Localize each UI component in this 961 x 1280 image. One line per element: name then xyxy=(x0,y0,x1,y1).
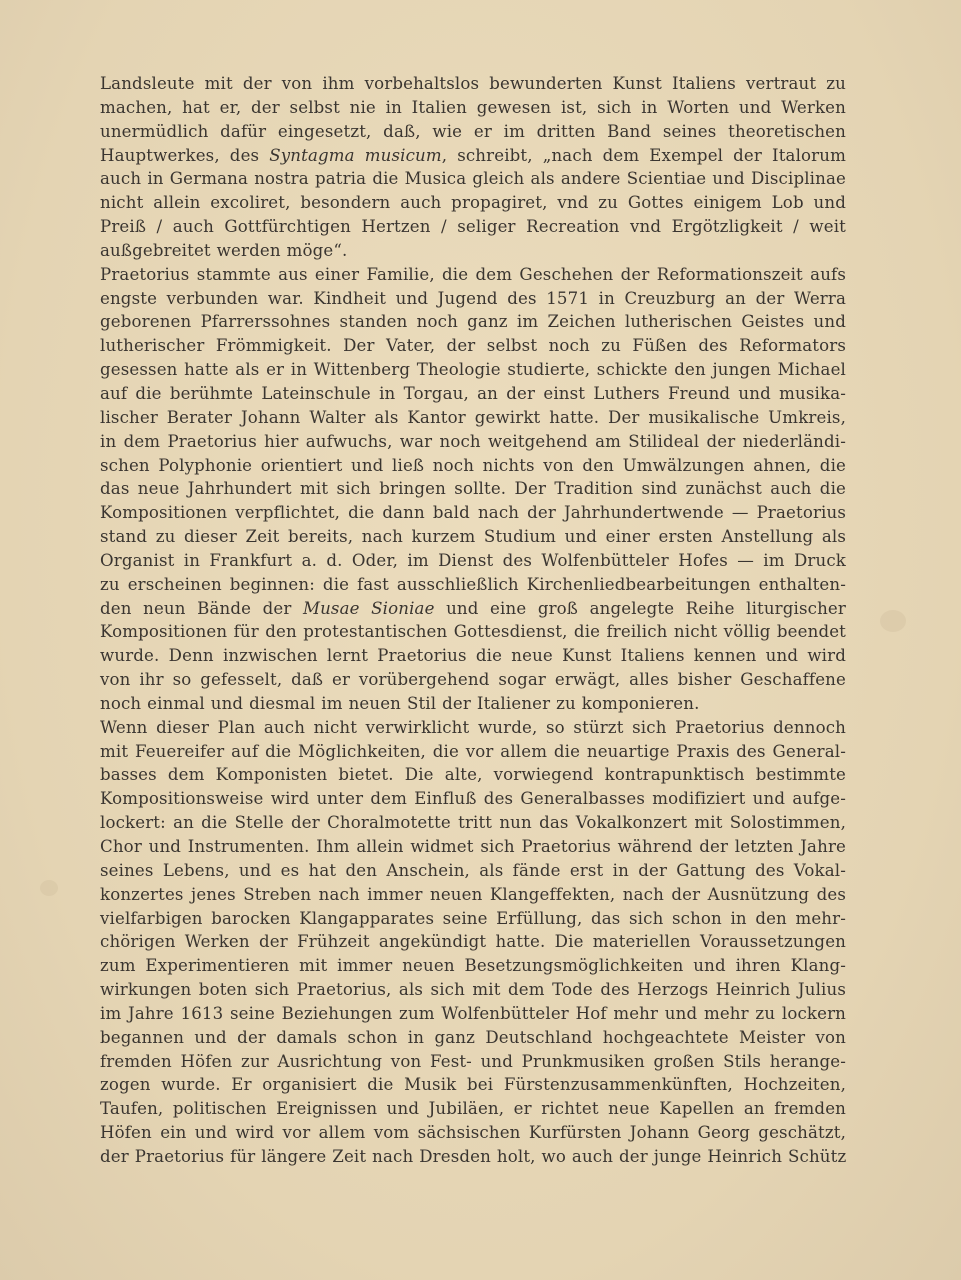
text-line xyxy=(100,1050,846,1074)
paragraph xyxy=(100,263,846,716)
text-run: noch einmal und diesmal im neuen Stil der Italiener zu komponieren. xyxy=(100,693,700,713)
text-run: und eine groß angelegte Reihe liturgischer xyxy=(434,598,846,618)
text-run: Höfen ein und wird vor allem vom sächsischen Kurfürsten Johann Georg geschätzt, xyxy=(100,1123,846,1143)
text-line xyxy=(100,740,846,764)
text-line xyxy=(100,883,846,907)
text-line xyxy=(100,644,846,668)
text-run: engste verbunden war. Kindheit und Jugend des 1571 in Creuzburg an der Werra xyxy=(100,288,846,308)
text-run: von ihr so gefesselt, daß er vorübergehend sogar erwägt, alles bisher Geschaffene xyxy=(100,670,846,690)
text-line xyxy=(100,549,846,573)
text-line xyxy=(100,620,846,644)
text-run: außgebreitet werden möge“. xyxy=(100,240,348,260)
text-run: Kompositionen für den protestantischen Gottesdienst, die freilich nicht völlig beendet xyxy=(100,622,846,642)
text-run: lutherischer Frömmigkeit. Der Vater, der selbst noch zu Füßen des Reformators xyxy=(100,336,846,356)
text-run: schen Polyphonie orientiert und ließ noch nichts von den Umwälzungen ahnen, die xyxy=(100,455,846,475)
text-line xyxy=(100,1002,846,1026)
text-line xyxy=(100,787,846,811)
text-line xyxy=(100,191,846,215)
text-line xyxy=(100,859,846,883)
text-line xyxy=(100,1097,846,1121)
text-line xyxy=(100,763,846,787)
text-line xyxy=(100,120,846,144)
text-line xyxy=(100,1145,846,1169)
text-run: im Jahre 1613 seine Beziehungen zum Wolfenbütteler Hof mehr und mehr zu lockern xyxy=(100,1003,846,1023)
text-run: konzertes jenes Streben nach immer neuen Klangeffekten, nach der Ausnützung des xyxy=(100,884,846,904)
text-line xyxy=(100,96,846,120)
text-line xyxy=(100,215,846,239)
text-line xyxy=(100,1026,846,1050)
text-line xyxy=(100,430,846,454)
text-run: zogen wurde. Er organisiert die Musik bei Fürstenzusammenkünften, Hochzeiten, xyxy=(100,1075,846,1095)
text-run: machen, hat er, der selbst nie in Italien gewesen ist, sich in Worten und Werken xyxy=(100,97,846,117)
text-line xyxy=(100,1121,846,1145)
text-line xyxy=(100,573,846,597)
text-line xyxy=(100,167,846,191)
text-run: lockert: an die Stelle der Choralmotette tritt nun das Vokalkonzert mit Solostimmen, xyxy=(100,813,846,833)
text-line xyxy=(100,692,846,716)
text-run: stand zu dieser Zeit bereits, nach kurzem Studium und einer ersten Anstellung als xyxy=(100,527,846,547)
text-line xyxy=(100,668,846,692)
text-run: Praetorius stammte aus einer Familie, die dem Geschehen der Reformationszeit aufs xyxy=(100,264,846,284)
text-run: auf die berühmte Lateinschule in Torgau, an der einst Luthers Freund und musika- xyxy=(100,383,846,403)
text-run: mit Feuereifer auf die Möglichkeiten, die vor allem die neuartige Praxis des General- xyxy=(100,741,846,761)
text-run: begannen und der damals schon in ganz Deutschland hochgeachtete Meister von xyxy=(100,1027,846,1047)
text-run: fremden Höfen zur Ausrichtung von Fest- und Prunkmusiken großen Stils herange- xyxy=(100,1051,846,1071)
text-line xyxy=(100,72,846,96)
text-run: wurde. Denn inzwischen lernt Praetorius die neue Kunst Italiens kennen und wird xyxy=(100,646,846,666)
italic-title: Musae Sioniae xyxy=(302,598,435,618)
text-line xyxy=(100,811,846,835)
italic-title: Syntagma musicum xyxy=(269,145,442,165)
paper-stain xyxy=(880,610,906,632)
text-run: Wenn dieser Plan auch nicht verwirklicht wurde, so stürzt sich Praetorius dennoch xyxy=(100,717,846,737)
text-line xyxy=(100,954,846,978)
text-run: Kompositionsweise wird unter dem Einfluß des Generalbasses modifiziert und aufge- xyxy=(100,789,846,809)
text-line xyxy=(100,263,846,287)
text-run: auch in Germana nostra patria die Musica gleich als andere Scientiae und Disciplinae xyxy=(100,169,846,189)
text-run: der Praetorius für längere Zeit nach Dresden holt, wo auch der junge Heinrich Schütz xyxy=(100,1146,847,1166)
text-line xyxy=(100,716,846,740)
text-run: geborenen Pfarrerssohnes standen noch ganz im Zeichen lutherischen Geistes und xyxy=(100,312,846,332)
text-run: Landsleute mit der von ihm vorbehaltslos bewunderten Kunst Italiens vertraut zu xyxy=(100,74,846,93)
text-line xyxy=(100,144,846,168)
text-run: den neun Bände der xyxy=(100,598,303,618)
text-line xyxy=(100,597,846,621)
paragraph xyxy=(100,716,846,1169)
text-run: Kompositionen verpflichtet, die dann bald nach der Jahrhundertwende — Praetorius xyxy=(100,503,846,523)
text-line xyxy=(100,310,846,334)
text-run: , schreibt, „nach dem Exempel der Italorum xyxy=(441,145,846,165)
text-run: unermüdlich dafür eingesetzt, daß, wie er im dritten Band seines theoretischen xyxy=(100,121,846,141)
text-line xyxy=(100,930,846,954)
text-run: seines Lebens, und es hat den Anschein, als fände erst in der Gattung des Vokal- xyxy=(100,860,846,880)
text-line xyxy=(100,835,846,859)
text-run: nicht allein excoliret, besondern auch propagiret, vnd zu Gottes einigem Lob und xyxy=(100,193,846,213)
text-run: chörigen Werken der Frühzeit angekündigt hatte. Die materiellen Voraussetzungen xyxy=(100,932,846,952)
text-run: Organist in Frankfurt a. d. Oder, im Dienst des Wolfenbütteler Hofes — im Druck xyxy=(100,550,846,570)
text-run: in dem Praetorius hier aufwuchs, war noch weitgehend am Stilideal der niederländi- xyxy=(100,431,846,451)
text-run: lischer Berater Johann Walter als Kantor gewirkt hatte. Der musikalische Umkreis, xyxy=(100,407,846,427)
text-run: gesessen hatte als er in Wittenberg Theologie studierte, schickte den jungen Michael xyxy=(100,360,846,380)
text-run: wirkungen boten sich Praetorius, als sich mit dem Tode des Herzogs Heinrich Julius xyxy=(100,980,846,1000)
text-run: zu erscheinen beginnen: die fast ausschließlich Kirchenliedbearbeitungen enthalten- xyxy=(100,574,846,594)
text-line xyxy=(100,382,846,406)
text-line xyxy=(100,978,846,1002)
text-run: vielfarbigen barocken Klangapparates seine Erfüllung, das sich schon in den mehr- xyxy=(100,908,846,928)
paper-stain xyxy=(40,880,58,896)
text-line xyxy=(100,239,846,263)
text-line xyxy=(100,907,846,931)
paragraph xyxy=(100,72,846,263)
text-line xyxy=(100,477,846,501)
text-line xyxy=(100,525,846,549)
text-run: zum Experimentieren mit immer neuen Besetzungsmöglichkeiten und ihren Klang- xyxy=(100,956,846,976)
text-run: basses dem Komponisten bietet. Die alte, vorwiegend kontrapunktisch bestimmte xyxy=(100,765,846,785)
text-run: Hauptwerkes, des xyxy=(100,145,270,165)
document-page xyxy=(100,72,846,1169)
text-line xyxy=(100,406,846,430)
text-line xyxy=(100,287,846,311)
text-run: das neue Jahrhundert mit sich bringen sollte. Der Tradition sind zunächst auch die xyxy=(100,479,846,499)
text-line xyxy=(100,1073,846,1097)
text-line xyxy=(100,454,846,478)
text-run: Chor und Instrumenten. Ihm allein widmet sich Praetorius während der letzten Jahre xyxy=(100,837,846,856)
text-line xyxy=(100,334,846,358)
text-line xyxy=(100,358,846,382)
text-run: Taufen, politischen Ereignissen und Jubiläen, er richtet neue Kapellen an fremden xyxy=(100,1099,846,1119)
text-line xyxy=(100,501,846,525)
text-run: Preiß / auch Gottfürchtigen Hertzen / seliger Recreation vnd Ergötzligkeit / weit xyxy=(100,217,846,237)
